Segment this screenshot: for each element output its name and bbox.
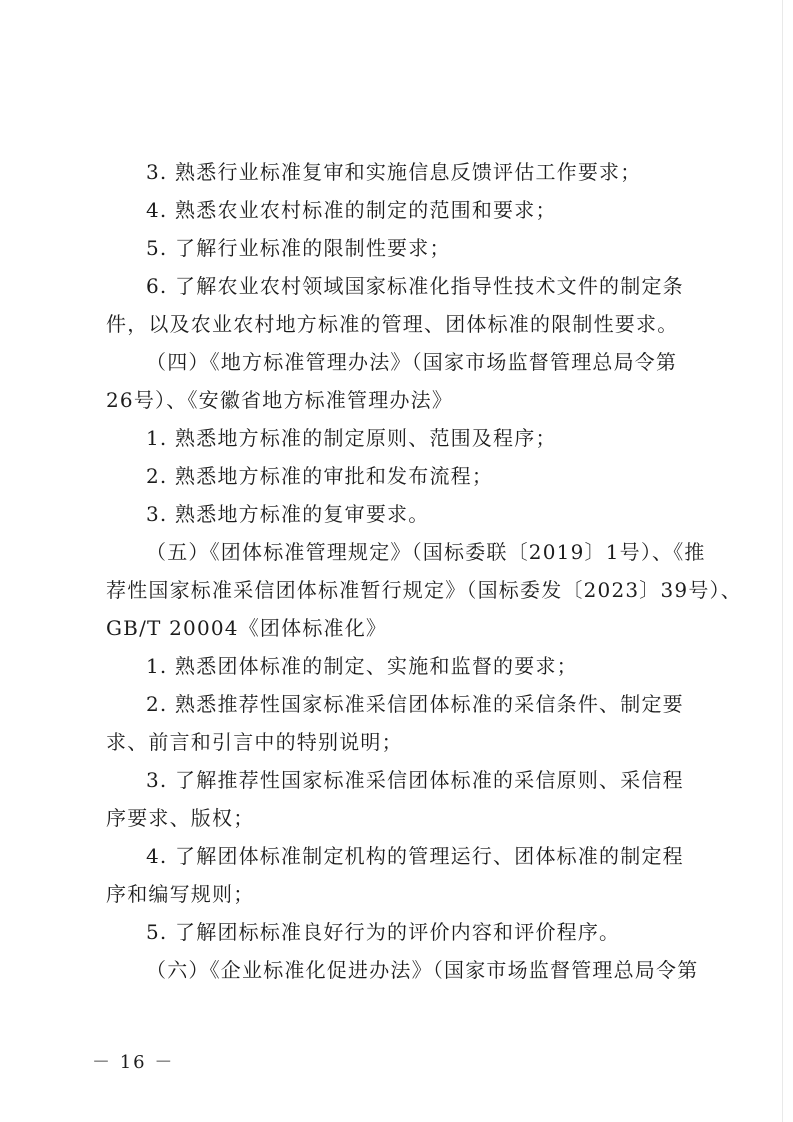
text-line: 5. 了解团标标准良好行为的评价内容和评价程序。 (146, 920, 621, 944)
text-line: 4. 熟悉农业农村标准的制定的范围和要求； (146, 198, 557, 222)
text-line: 1. 熟悉团体标准的制定、实施和监督的要求； (146, 654, 578, 678)
section-heading: （五）《团体标准管理规定》（国标委联〔2019〕1号）、《推 (146, 540, 706, 564)
section-heading: （四）《地方标准管理办法》（国家市场监督管理总局令第 (146, 350, 678, 374)
text-line: 3. 熟悉地方标准的复审要求。 (146, 502, 430, 526)
text-line: 求、前言和引言中的特别说明； (106, 730, 403, 754)
section-heading-cont: 荐性国家标准采信团体标准暂行规定》（国标委发〔2023〕39号）、 (106, 578, 742, 602)
text-line: 件，以及农业农村地方标准的管理、团体标准的限制性要求。 (106, 312, 679, 336)
section-heading-cont: GB/T 20004《团体标准化》 (106, 616, 388, 640)
text-line: 6. 了解农业农村领域国家标准化指导性技术文件的制定条 (146, 274, 684, 298)
page-number: － 16 － (92, 1052, 175, 1073)
text-line: 5. 了解行业标准的限制性要求； (146, 236, 451, 260)
text-line: 3. 了解推荐性国家标准采信团体标准的采信原则、采信程 (146, 768, 684, 792)
text-line: 序和编写规则； (106, 882, 255, 906)
text-line: 2. 熟悉地方标准的审批和发布流程； (146, 464, 494, 488)
text-line: 序要求、版权； (106, 806, 255, 830)
text-line: 2. 熟悉推荐性国家标准采信团体标准的采信条件、制定要 (146, 692, 684, 716)
scan-edge-line (782, 0, 783, 1122)
section-heading-cont: 26号）、《安徽省地方标准管理办法》 (106, 388, 454, 412)
text-line: 4. 了解团体标准制定机构的管理运行、团体标准的制定程 (146, 844, 684, 868)
text-line: 3. 熟悉行业标准复审和实施信息反馈评估工作要求； (146, 160, 642, 184)
section-heading: （六）《企业标准化促进办法》（国家市场监督管理总局令第 (146, 958, 699, 982)
text-line: 1. 熟悉地方标准的制定原则、范围及程序； (146, 426, 557, 450)
